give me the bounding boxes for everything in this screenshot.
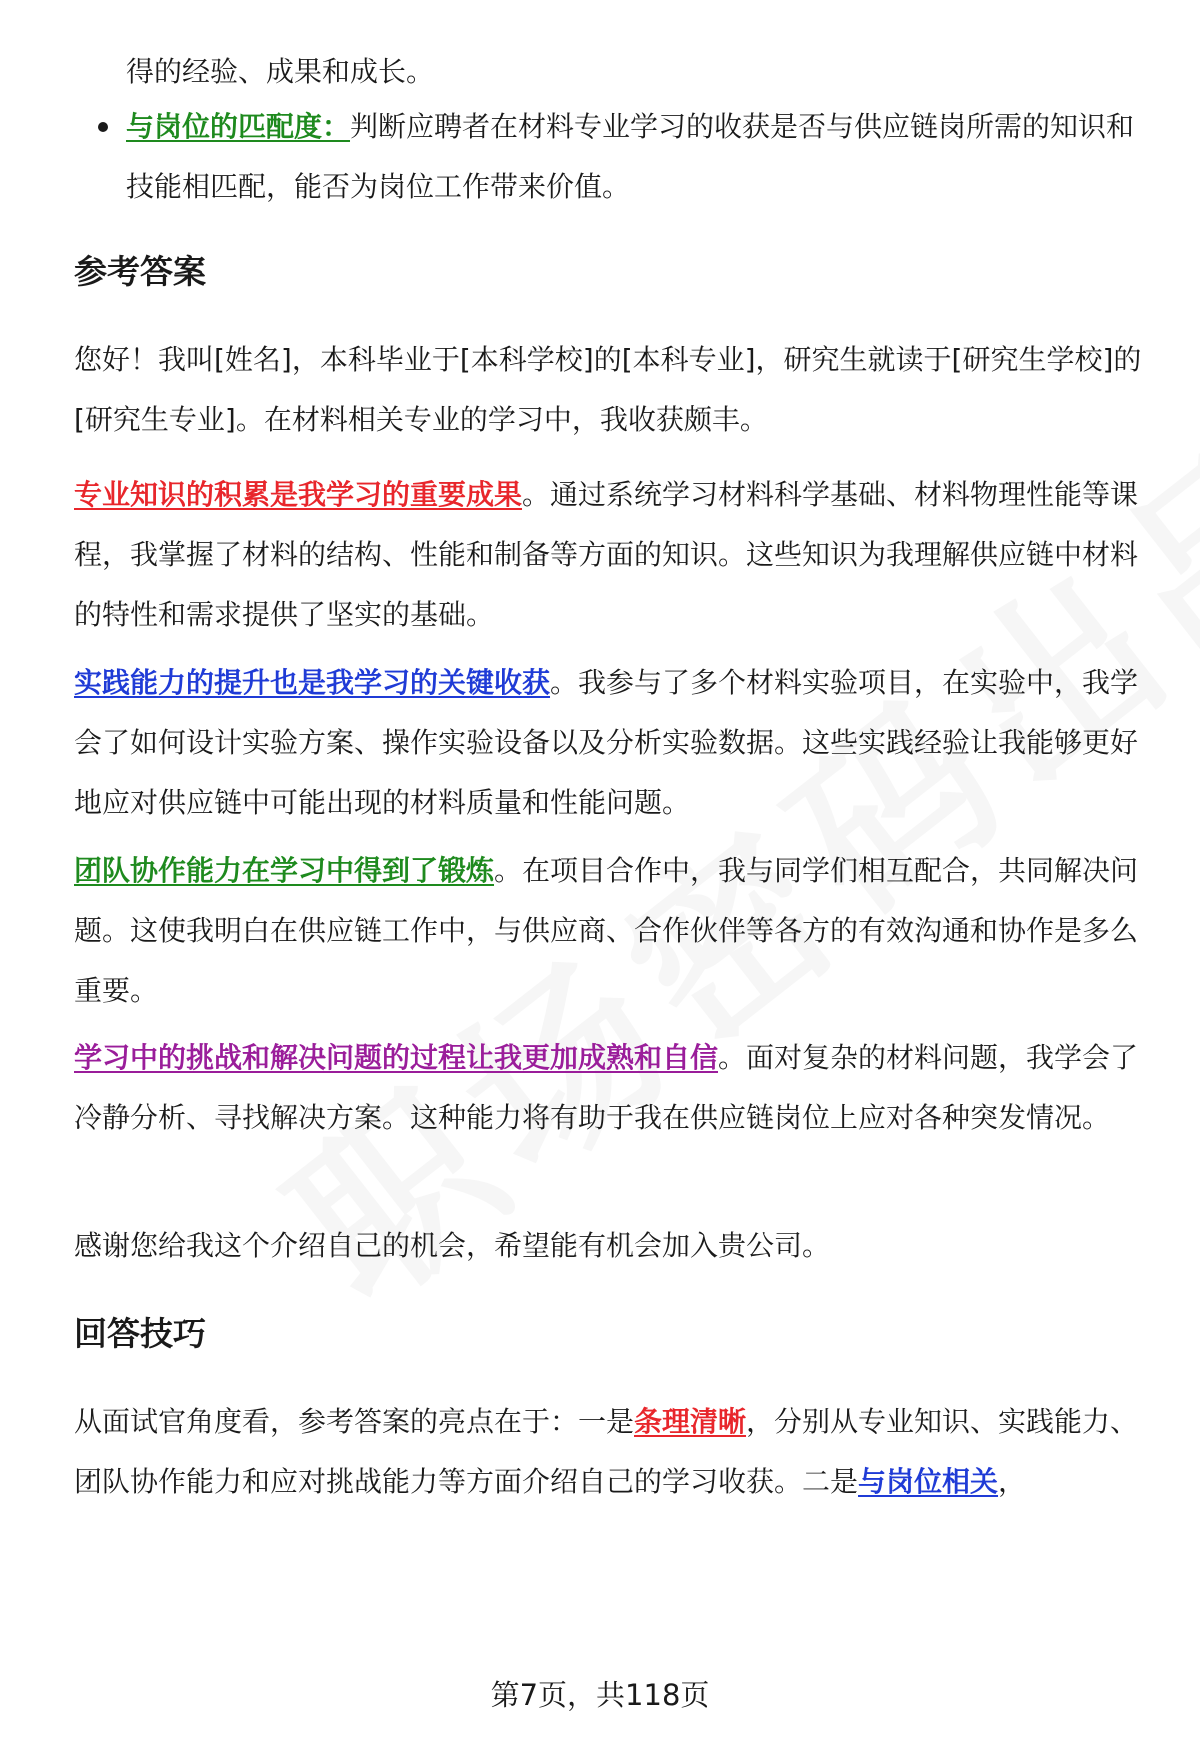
- tips-highlight-2: 与岗位相关: [858, 1465, 999, 1498]
- bullet-label: 与岗位的匹配度：: [126, 110, 351, 143]
- intro-continuation: 得的经验、成果和成长。: [126, 55, 435, 88]
- bullet-icon: [98, 122, 108, 132]
- point-1-text: 。通过系统学习材料科学基础、材料物理性能等课程，我掌握了材料的结构、性能和制备等方面的知识。这些知识为我理解供应链中材料的特性和需求提供了坚实的基础。: [74, 478, 1139, 631]
- tips-highlight-1: 条理清晰: [634, 1405, 747, 1438]
- bullet-text: 判断应聘者在材料专业学习的收获是否与供应链岗所需的知识和技能相匹配，能否为岗位工作带来价值。: [126, 110, 1135, 203]
- point-2-lead: 实践能力的提升也是我学习的关键收获: [74, 666, 551, 699]
- answer-point-1: [74, 465, 1144, 645]
- tips-paragraph: [74, 1392, 1144, 1512]
- tips-text-1: 从面试官角度看，参考答案的亮点在于：一是: [74, 1405, 635, 1438]
- answer-opening: 您好！我叫[姓名]，本科毕业于[本科学校]的[本科专业]，研究生就读于[研究生学校]的[研究生专业]。在材料相关专业的学习中，我收获颇丰。: [74, 343, 1142, 436]
- tips-heading: 回答技巧: [74, 1314, 206, 1353]
- tips-text-2: ，分别从专业知识、实践能力、团队协作能力和应对挑战能力等方面介绍自己的学习收获。二是: [74, 1405, 1139, 1498]
- point-4-lead: 学习中的挑战和解决问题的过程让我更加成熟和自信: [74, 1041, 719, 1074]
- answer-point-4: [74, 1028, 1144, 1148]
- answer-heading: 参考答案: [74, 252, 206, 291]
- bullet-item: [126, 97, 1144, 217]
- point-2-text: 。我参与了多个材料实验项目，在实验中，我学会了如何设计实验方案、操作实验设备以及分析实验数据。这些实践经验让我能够更好地应对供应链中可能出现的材料质量和性能问题。: [74, 666, 1139, 819]
- answer-closing: 感谢您给我这个介绍自己的机会，希望能有机会加入贵公司。: [74, 1229, 831, 1262]
- tips-text-3: ，: [998, 1465, 1027, 1498]
- point-3-text: 。在项目合作中，我与同学们相互配合，共同解决问题。这使我明白在供应链工作中，与供应商、合作伙伴等各方的有效沟通和协作是多么重要。: [74, 854, 1139, 1007]
- point-3-lead: 团队协作能力在学习中得到了锻炼: [74, 854, 495, 887]
- point-4-text: 。面对复杂的材料问题，我学会了冷静分析、寻找解决方案。这种能力将有助于我在供应链岗位上应对各种突发情况。: [74, 1041, 1139, 1134]
- answer-point-3: [74, 841, 1144, 1021]
- answer-point-2: [74, 653, 1144, 833]
- point-1-lead: 专业知识的积累是我学习的重要成果: [74, 478, 523, 511]
- page-number: 第7页，共118页: [490, 1678, 710, 1712]
